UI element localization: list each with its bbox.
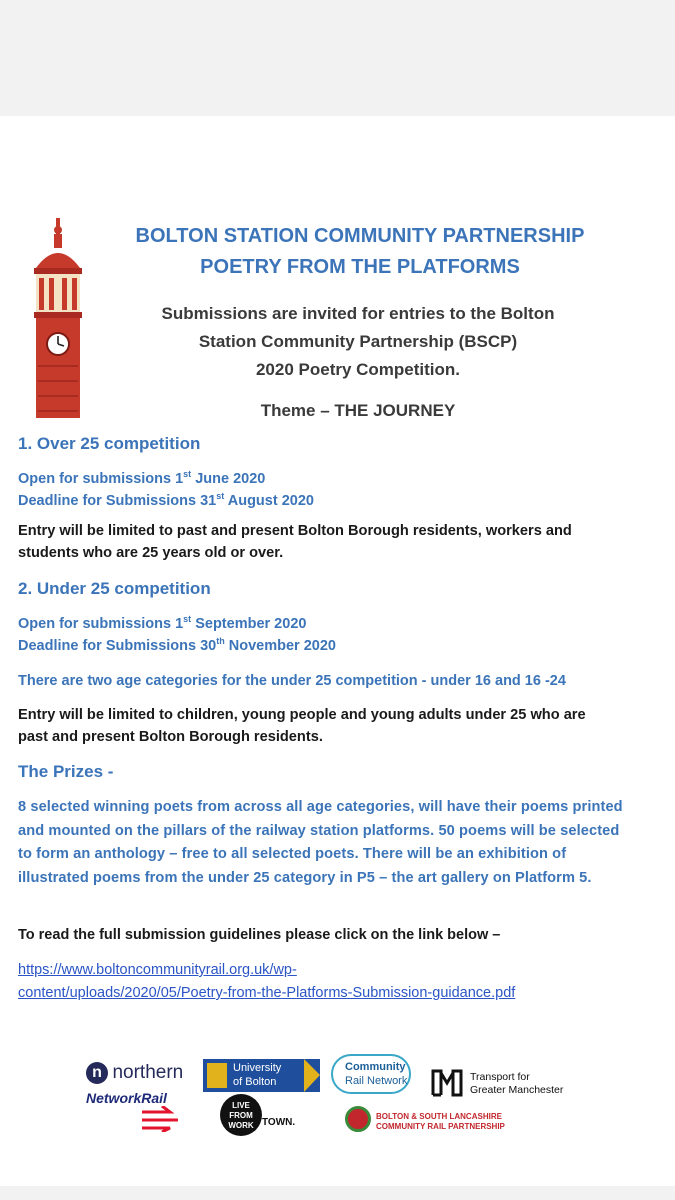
document-page xyxy=(0,116,675,1186)
section2-open-date: Open for submissions 1st September 2020 xyxy=(18,614,307,632)
prizes-heading: The Prizes - xyxy=(18,762,114,781)
intro-line1: Submissions are invited for entries to the Bolton xyxy=(161,304,555,323)
guidance-link-line2[interactable]: content/uploads/2020/05/Poetry-from-the-Platforms-Submission-guidance.pdf xyxy=(18,985,516,1001)
prizes-text: 8 selected winning poets from across all age categories, will have their poems printed and mounted on the pillars of the railway station platforms. 50 poems will be selected to form an anthology – free to all selected poets. There will be an exhibition of illustrated poems from the under 25 category in P5 – the art gallery on Platform 5. xyxy=(18,799,623,886)
intro-line2: Station Community Partnership (BSCP) xyxy=(198,332,518,351)
bslcrp-line2: COMMUNITY RAIL PARTNERSHIP xyxy=(376,1122,505,1131)
viewer-bottom-bar xyxy=(0,1186,675,1200)
section2-heading: 2. Under 25 competition xyxy=(18,579,211,598)
live-from-worktown-logo: LIVE FROM WORK xyxy=(220,1094,262,1136)
section1-heading: 1. Over 25 competition xyxy=(18,434,201,453)
intro-line3: 2020 Poetry Competition. xyxy=(255,360,461,379)
northern-n-icon: n xyxy=(86,1062,108,1084)
northern-logo: n northern xyxy=(86,1062,183,1088)
bslcrp-emblem-icon xyxy=(345,1106,371,1132)
university-of-bolton-logo: University of Bolton xyxy=(203,1059,320,1092)
section2-age-categories: There are two age categories for the under 25 competition - under 16 and 16 -24 xyxy=(18,673,566,689)
section1-open-date: Open for submissions 1st June 2020 xyxy=(18,469,266,487)
viewer-top-bar xyxy=(0,0,675,116)
tfgm-m-icon xyxy=(430,1067,464,1097)
live-from-worktown-town: TOWN. xyxy=(262,1117,296,1128)
tfgm-logo xyxy=(430,1067,464,1097)
networkrail-logo: NetworkRail xyxy=(86,1090,167,1106)
university-arrow-icon xyxy=(304,1059,320,1092)
section2-eligibility: Entry will be limited to children, young people and young adults under 25 who are past and present Bolton Borough residents. xyxy=(18,707,586,745)
bslcrp-line1: BOLTON & SOUTH LANCASHIRE xyxy=(376,1112,502,1121)
university-crest-icon xyxy=(207,1063,227,1088)
tfgm-line1: Transport for xyxy=(470,1071,530,1083)
guidelines-text: To read the full submission guidelines please click on the link below – xyxy=(18,927,501,943)
section1-eligibility: Entry will be limited to past and present Bolton Borough residents, workers and students who are 25 years old or over. xyxy=(18,523,572,561)
community-rail-network-logo: Community Rail Network xyxy=(331,1054,411,1094)
document-title-line2: POETRY FROM THE PLATFORMS xyxy=(200,256,520,278)
bslcrp-logo xyxy=(345,1106,371,1132)
section2-deadline: Deadline for Submissions 30th November 2020 xyxy=(18,636,336,654)
tfgm-line2: Greater Manchester xyxy=(470,1084,564,1096)
networkrail-arrow-icon xyxy=(140,1106,182,1132)
guidance-link-line1[interactable]: https://www.boltoncommunityrail.org.uk/wp- xyxy=(18,962,297,978)
document-title-line1: BOLTON STATION COMMUNITY PARTNERSHIP xyxy=(135,225,585,247)
section1-deadline: Deadline for Submissions 31st August 2020 xyxy=(18,491,314,509)
theme-line: Theme – THE JOURNEY xyxy=(260,401,456,420)
